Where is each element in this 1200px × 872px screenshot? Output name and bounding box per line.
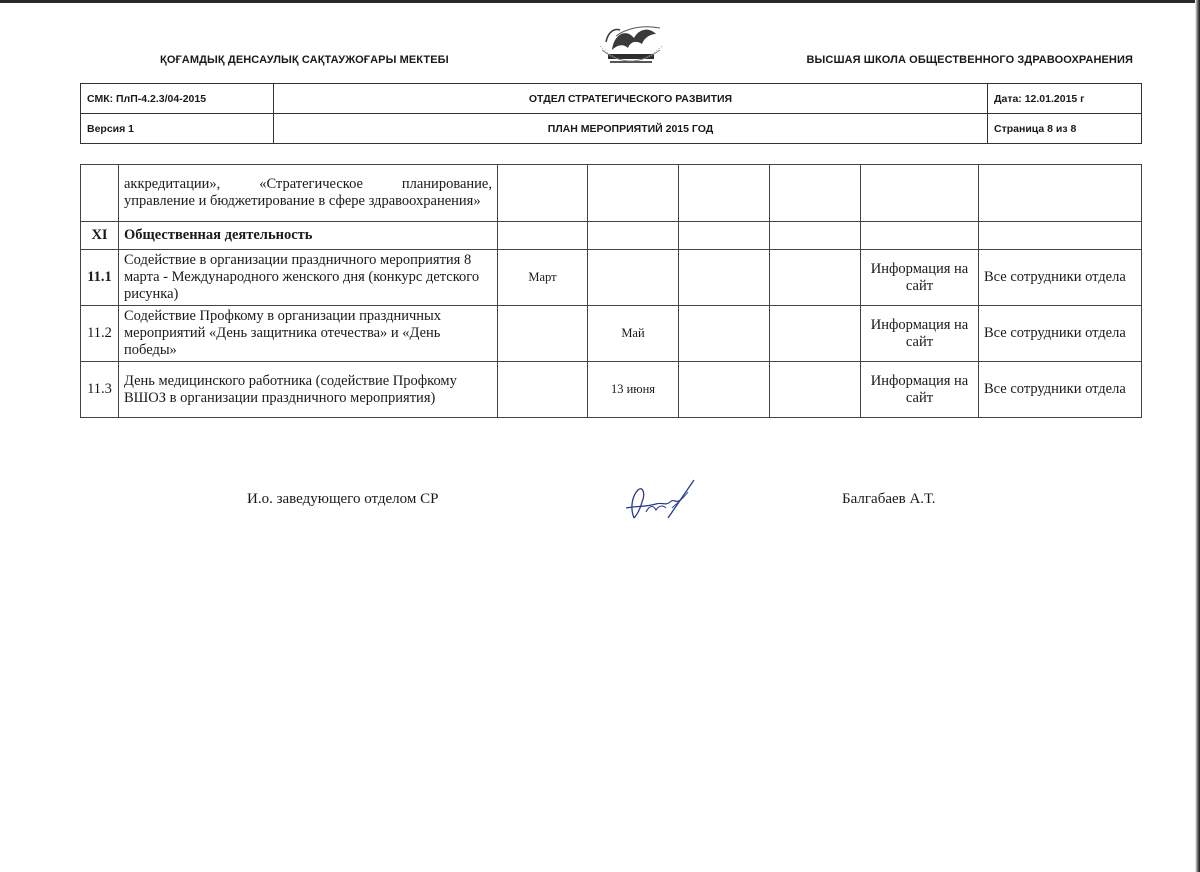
- plan-title: ПЛАН МЕРОПРИЯТИЙ 2015 ГОД: [274, 114, 988, 144]
- cell-empty: [498, 165, 588, 222]
- table-row: [81, 250, 1142, 306]
- responsible-cell: Все сотрудники отдела: [979, 250, 1142, 306]
- result-cell: Информация на сайт: [861, 306, 979, 362]
- cell-empty: [861, 165, 979, 222]
- school-emblem-icon: [590, 20, 670, 75]
- org-name-kz: ҚОҒАМДЫҚ ДЕНСАУЛЫҚ САҚТАУЖОҒАРЫ МЕКТЕБІ: [160, 54, 449, 66]
- plan-table: [80, 164, 1142, 418]
- cell-empty: [498, 222, 588, 250]
- activity-text: День медицинского работника (содействие Профкому ВШОЗ в организации праздничного мероприятия): [119, 362, 498, 418]
- cell-empty: [979, 165, 1142, 222]
- cell-empty: [770, 222, 861, 250]
- table-row: [81, 362, 1142, 418]
- period-cell: 13 июня: [588, 362, 679, 418]
- header-row-2: [81, 114, 1142, 144]
- period-cell: Май: [588, 306, 679, 362]
- document-header-table: [80, 83, 1142, 144]
- document-version: Версия 1: [81, 114, 274, 144]
- cell-empty: [679, 222, 770, 250]
- section-number: XI: [81, 222, 119, 250]
- continued-activity-text: аккредитации», «Стратегическое планирование, управление и бюджетирование в сфере здравоохранения»: [119, 165, 498, 222]
- handwritten-signature: [612, 474, 702, 526]
- result-cell: Информация на сайт: [861, 250, 979, 306]
- cell-empty: [679, 250, 770, 306]
- section-header-row: [81, 222, 1142, 250]
- cell-empty: [770, 362, 861, 418]
- period-cell: [498, 306, 588, 362]
- responsible-cell: Все сотрудники отдела: [979, 306, 1142, 362]
- period-cell: Март: [498, 250, 588, 306]
- signatory-name: Балгабаев А.Т.: [842, 491, 936, 507]
- cell-empty: [770, 306, 861, 362]
- cell-empty: [588, 222, 679, 250]
- document-date: Дата: 12.01.2015 г: [988, 84, 1142, 114]
- header-row-1: [81, 84, 1142, 114]
- cell-empty: [770, 250, 861, 306]
- cell-empty: [679, 165, 770, 222]
- responsible-cell: Все сотрудники отдела: [979, 362, 1142, 418]
- cell-num: [81, 165, 119, 222]
- document-code: СМК: ПлП-4.2.3/04-2015: [81, 84, 274, 114]
- section-title: Общественная деятельность: [119, 222, 498, 250]
- org-name-ru: ВЫСШАЯ ШКОЛА ОБЩЕСТВЕННОГО ЗДРАВООХРАНЕНИЯ: [806, 54, 1133, 66]
- signatory-role: И.о. заведующего отделом СР: [247, 491, 439, 507]
- cell-empty: [588, 165, 679, 222]
- activity-text: Содействие в организации праздничного мероприятия 8 марта - Международного женского дня (конкурс детского рисунка): [119, 250, 498, 306]
- period-cell: [588, 250, 679, 306]
- scan-right-edge: [1195, 0, 1200, 872]
- activity-text: Содействие Профкому в организации праздничных мероприятий «День защитника отечества» и «День победы»: [119, 306, 498, 362]
- scan-top-edge: [0, 0, 1200, 3]
- period-cell: [498, 362, 588, 418]
- table-row-continued: [81, 165, 1142, 222]
- row-number: 11.3: [81, 362, 119, 418]
- row-number: 11.1: [81, 250, 119, 306]
- cell-empty: [861, 222, 979, 250]
- cell-empty: [679, 362, 770, 418]
- department-name: ОТДЕЛ СТРАТЕГИЧЕСКОГО РАЗВИТИЯ: [274, 84, 988, 114]
- result-cell: Информация на сайт: [861, 362, 979, 418]
- cell-empty: [770, 165, 861, 222]
- cell-empty: [679, 306, 770, 362]
- row-number: 11.2: [81, 306, 119, 362]
- table-row: [81, 306, 1142, 362]
- cell-empty: [979, 222, 1142, 250]
- page-number: Страница 8 из 8: [988, 114, 1142, 144]
